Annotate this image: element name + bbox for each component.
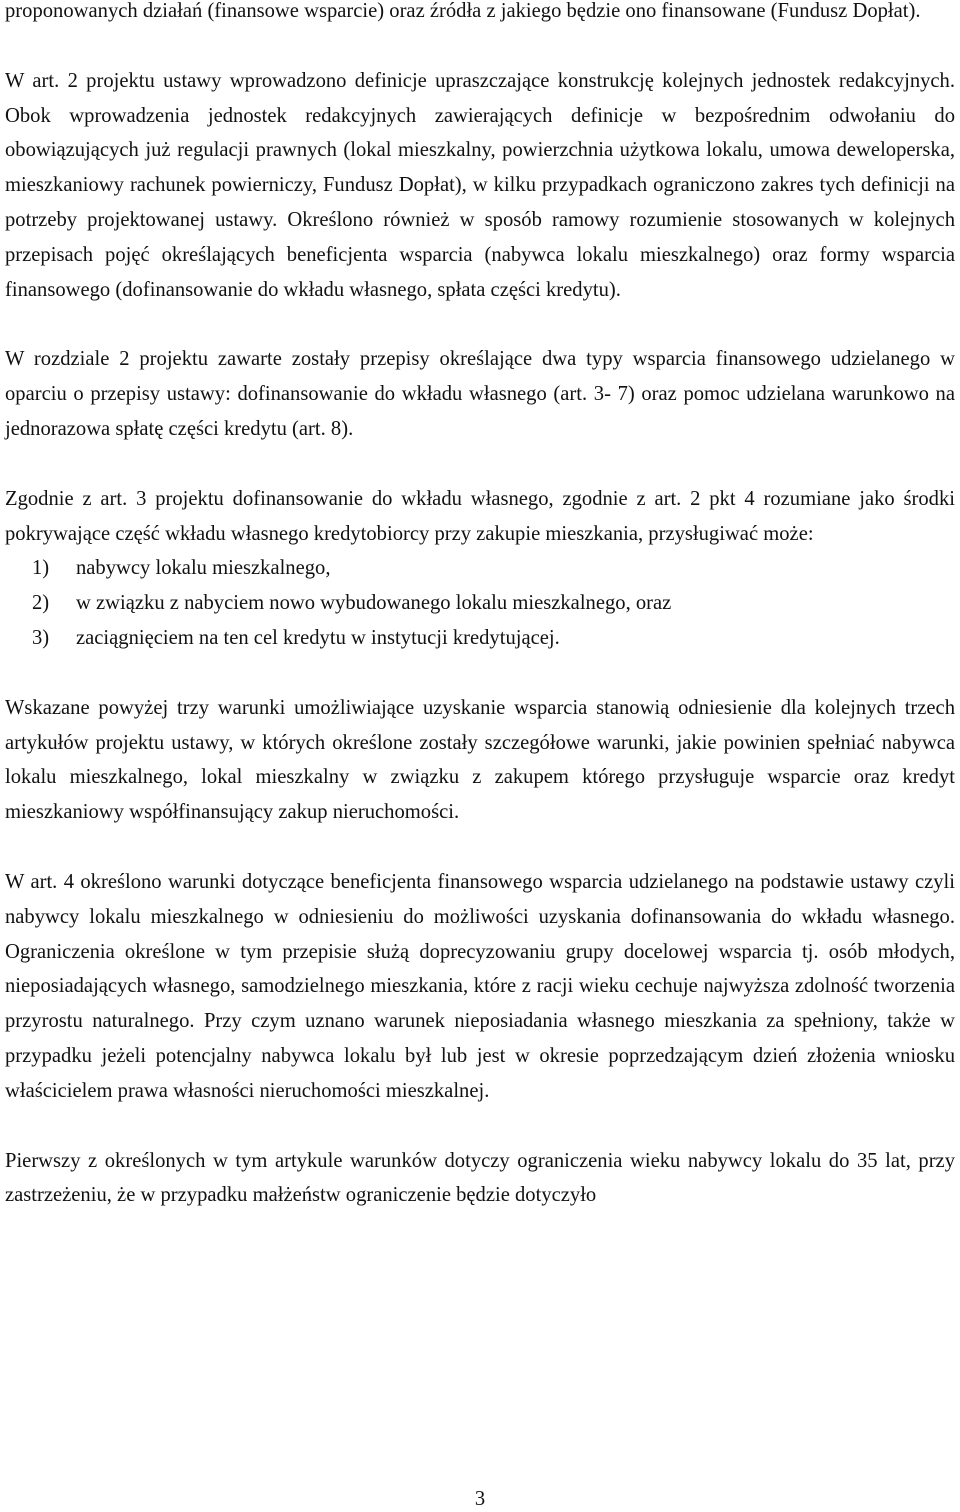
list-item-number: 2) — [32, 592, 50, 615]
document-page — [5, 0, 955, 1213]
list-item-text: w związku z nabyciem nowo wybudowanego lokalu mieszkalnego, oraz — [76, 592, 672, 615]
paragraph-spacer — [5, 1109, 955, 1144]
list-item-text: nabywcy lokalu mieszkalnego, — [76, 557, 331, 580]
paragraph-conditions-summary: Wskazane powyżej trzy warunki umożliwiające uzyskanie wsparcia stanowią odniesienie dla kolejnych trzech artykułów projektu ustawy, w których określone zostały szczegółowe warunki, jakie powinien spełniać nabywca lokalu mieszkalnego, lokal mieszkalny w związku z zakupem którego przysługuje wsparcie oraz kredyt mieszkaniowy współfinansujący zakup nieruchomości. — [5, 696, 955, 824]
list-item — [5, 551, 955, 586]
paragraph-spacer — [5, 656, 955, 691]
paragraph-spacer — [5, 29, 955, 64]
paragraph-spacer — [5, 307, 955, 342]
paragraph-art-3: Zgodnie z art. 3 projektu dofinansowanie do wkładu własnego, zgodnie z art. 2 pkt 4 rozumiane jako środki pokrywające część wkładu własnego kredytobiorcy przy zakupie mieszkania, przysługiwać może: — [5, 487, 955, 545]
list-item — [5, 621, 955, 656]
paragraph-chapter-2: W rozdziale 2 projektu zawarte zostały przepisy określające dwa typy wsparcia finansowego udzielanego w oparciu o przepisy ustawy: dofinansowanie do wkładu własnego (art. 3- 7) oraz pomoc udzielana warunkowo na jednorazowa spłatę części kredytu (art. 8). — [5, 348, 955, 440]
paragraph-spacer — [5, 447, 955, 482]
list-item-number: 1) — [32, 557, 50, 580]
paragraph-spacer — [5, 830, 955, 865]
list-item-text: zaciągnięciem na ten cel kredytu w instytucji kredytującej. — [76, 626, 560, 649]
list-item-number: 3) — [32, 626, 50, 649]
paragraph-age-limit: Pierwszy z określonych w tym artykule warunków dotyczy ograniczenia wieku nabywcy lokalu do 35 lat, przy zastrzeżeniu, że w przypadku małżeństw ograniczenie będzie dotyczyło — [5, 1149, 955, 1207]
paragraph-art-4: W art. 4 określono warunki dotyczące beneficjenta finansowego wsparcia udzielanego na podstawie ustawy czyli nabywcy lokalu mieszkalnego w odniesieniu do możliwości uzyskania dofinansowania do wkładu własnego. Ograniczenia określone w tym przepisie służą doprecyzowaniu grupy docelowej wsparcia tj. osób młodych, nieposiadających własnego, samodzielnego mieszkania, które z racji wieku cechuje najwyższa zdolność tworzenia przyrostu naturalnego. Przy czym uznano warunek nieposiadania własnego mieszkania za spełniony, także w przypadku jeżeli potencjalny nabywca lokalu był lub jest w okresie poprzedzającym dzień złożenia wniosku właścicielem prawa własności nieruchomości mieszkalnej. — [5, 870, 955, 1102]
list-item — [5, 586, 955, 621]
paragraph-art-2: W art. 2 projektu ustawy wprowadzono definicje upraszczające konstrukcję kolejnych jednostek redakcyjnych. Obok wprowadzenia jednostek redakcyjnych zawierających definicje w bezpośrednim odwołaniu do obowiązujących już regulacji prawnych (lokal mieszkalny, powierzchnia użytkowa lokalu, umowa deweloperska, mieszkaniowy rachunek powierniczy, Fundusz Dopłat), w kilku przypadkach ograniczono zakres tych definicji na potrzeby projektowanej ustawy. Określono również w sposób ramowy rozumienie stosowanych w kolejnych przepisach pojęć określających beneficjenta wsparcia (nabywca lokalu mieszkalnego) oraz formy wsparcia finansowego (dofinansowanie do wkładu własnego, spłata części kredytu). — [5, 69, 955, 301]
conditions-list — [5, 551, 955, 655]
page-number: 3 — [474, 1488, 486, 1510]
paragraph-intro: proponowanych działań (finansowe wsparcie) oraz źródła z jakiego będzie ono finansowane (Fundusz Dopłat). — [5, 0, 921, 22]
